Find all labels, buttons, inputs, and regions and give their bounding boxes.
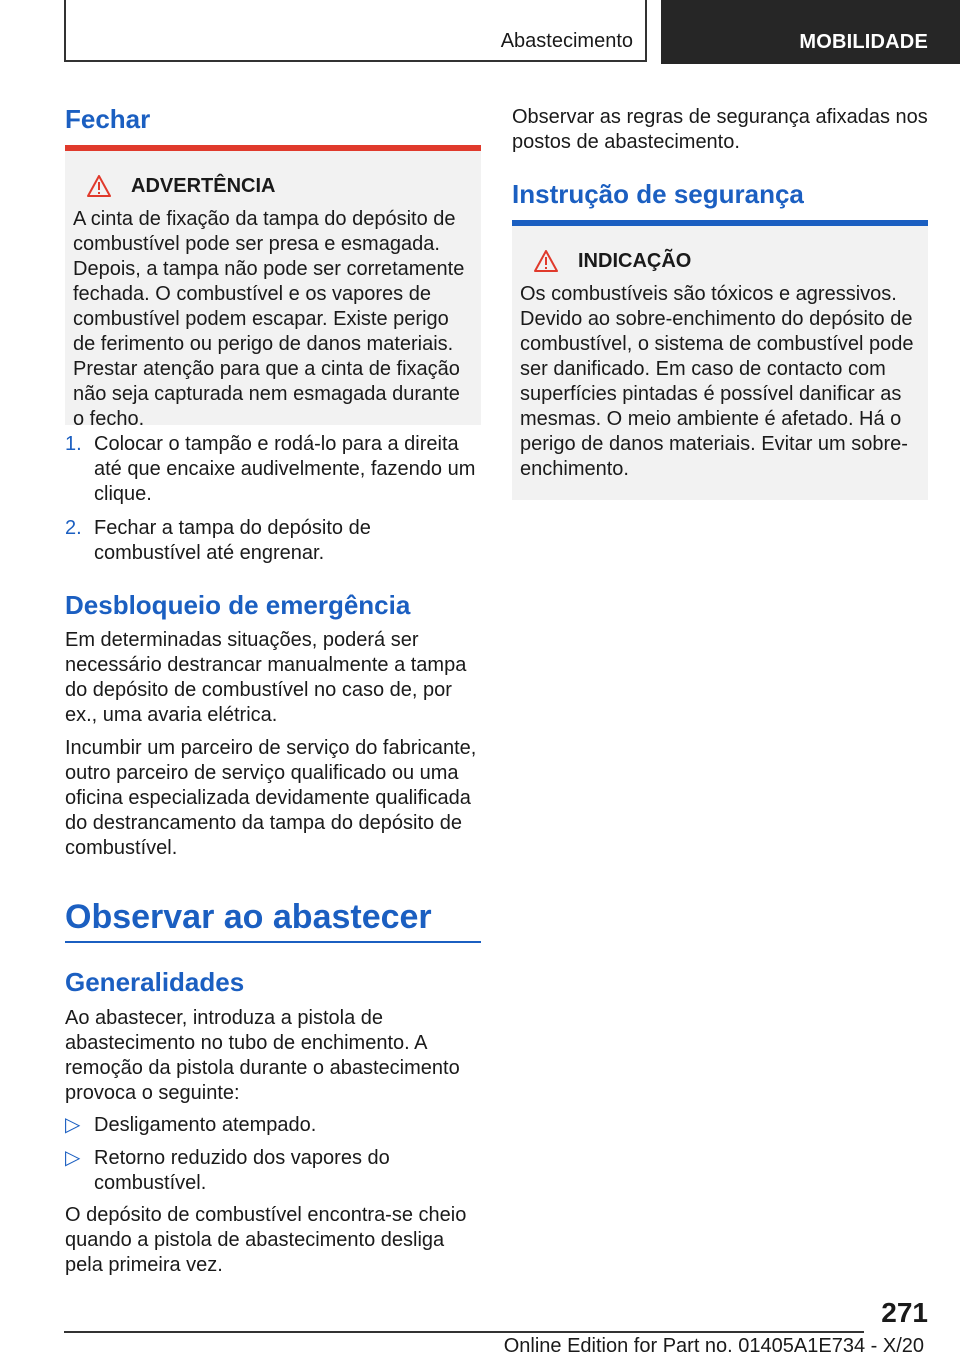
step-text: Colocar o tampão e rodá-lo para a direita até que encaixe audivelmente, fazendo um clique.	[94, 433, 476, 505]
bullet-item	[65, 1113, 481, 1138]
notice-header	[534, 246, 920, 276]
warning-text: A cinta de fixação da tampa do depósito de combustível pode ser presa e esmagada. Depois, a tampa não pode ser corretamente fechada. O combustível e os vapores de combustível podem escapar. Existe perigo de ferimento ou perigo de danos materiais. Prestar atenção para que a cinta de fixação não seja capturada nem esmagada durante o fecho.	[73, 208, 465, 430]
warning-header	[87, 171, 473, 201]
header-section: MOBILIDADE	[799, 31, 928, 53]
heading-observar: Observar ao abastecer	[65, 898, 432, 936]
step-number: 1.	[65, 433, 82, 455]
heading-seguranca: Instrução de segurança	[512, 179, 804, 209]
bullet-text: Retorno reduzido dos vapores do combustível.	[94, 1147, 390, 1194]
bullet-triangle-icon: ▷	[65, 1114, 81, 1136]
heading-desbloqueio: Desbloqueio de emergência	[65, 590, 411, 620]
warning-triangle-icon	[87, 175, 111, 197]
bullet-text: Desligamento atempado.	[94, 1114, 317, 1136]
edition-text: Online Edition for Part no. 01405A1E734 - X/20	[503, 1335, 924, 1357]
warning-triangle-icon	[534, 250, 558, 272]
notice-text: Os combustíveis são tóxicos e agressivos. Devido ao sobre-enchimento do depósito de combustível, o sistema de combustível pode ser danificado. Em caso de contacto com superfícies pintadas é possível danificar as mesmas. O meio ambiente é afetado. Há o perigo de danos materiais. Evitar um sobre-enchimento.	[520, 283, 914, 480]
intro-paragraph: Observar as regras de segurança afixadas nos postos de abastecimento.	[512, 106, 928, 153]
bullet-triangle-icon: ▷	[65, 1147, 81, 1169]
step-text: Fechar a tampa do depósito de combustível até engrenar.	[94, 517, 371, 564]
notice-label: INDICAÇÃO	[578, 249, 692, 272]
heading-generalidades: Generalidades	[65, 967, 245, 997]
desbloqueio-paragraph-2: Incumbir um parceiro de serviço do fabricante, outro parceiro de serviço qualificado ou uma oficina especializada devidamente qualificada do destrancamento da tampa do depósito de combustível.	[65, 737, 477, 859]
header-chapter: Abastecimento	[500, 30, 633, 52]
notice-box	[512, 226, 928, 500]
generalidades-paragraph: Ao abastecer, introduza a pistola de abastecimento no tubo de enchimento. A remoção da pistola durante o abastecimento provoca o seguinte:	[65, 1007, 460, 1104]
header-section-tab	[661, 0, 960, 64]
footer-rule	[64, 1331, 864, 1333]
section-rule	[65, 941, 481, 943]
page-number: 271	[881, 1297, 928, 1328]
heading-fechar: Fechar	[65, 104, 151, 134]
step-number: 2.	[65, 517, 82, 539]
step-item	[65, 432, 481, 507]
header-chapter-tab	[64, 0, 647, 62]
final-paragraph: O depósito de combustível encontra-se cheio quando a pistola de abastecimento desliga pela primeira vez.	[65, 1204, 467, 1276]
step-item	[65, 516, 481, 566]
desbloqueio-paragraph-1: Em determinadas situações, poderá ser necessário destrancar manualmente a tampa do depósito de combustível no caso de, por ex., uma avaria elétrica.	[65, 629, 467, 726]
warning-box	[65, 151, 481, 430]
warning-label: ADVERTÊNCIA	[131, 174, 276, 197]
bullet-item	[65, 1146, 481, 1196]
